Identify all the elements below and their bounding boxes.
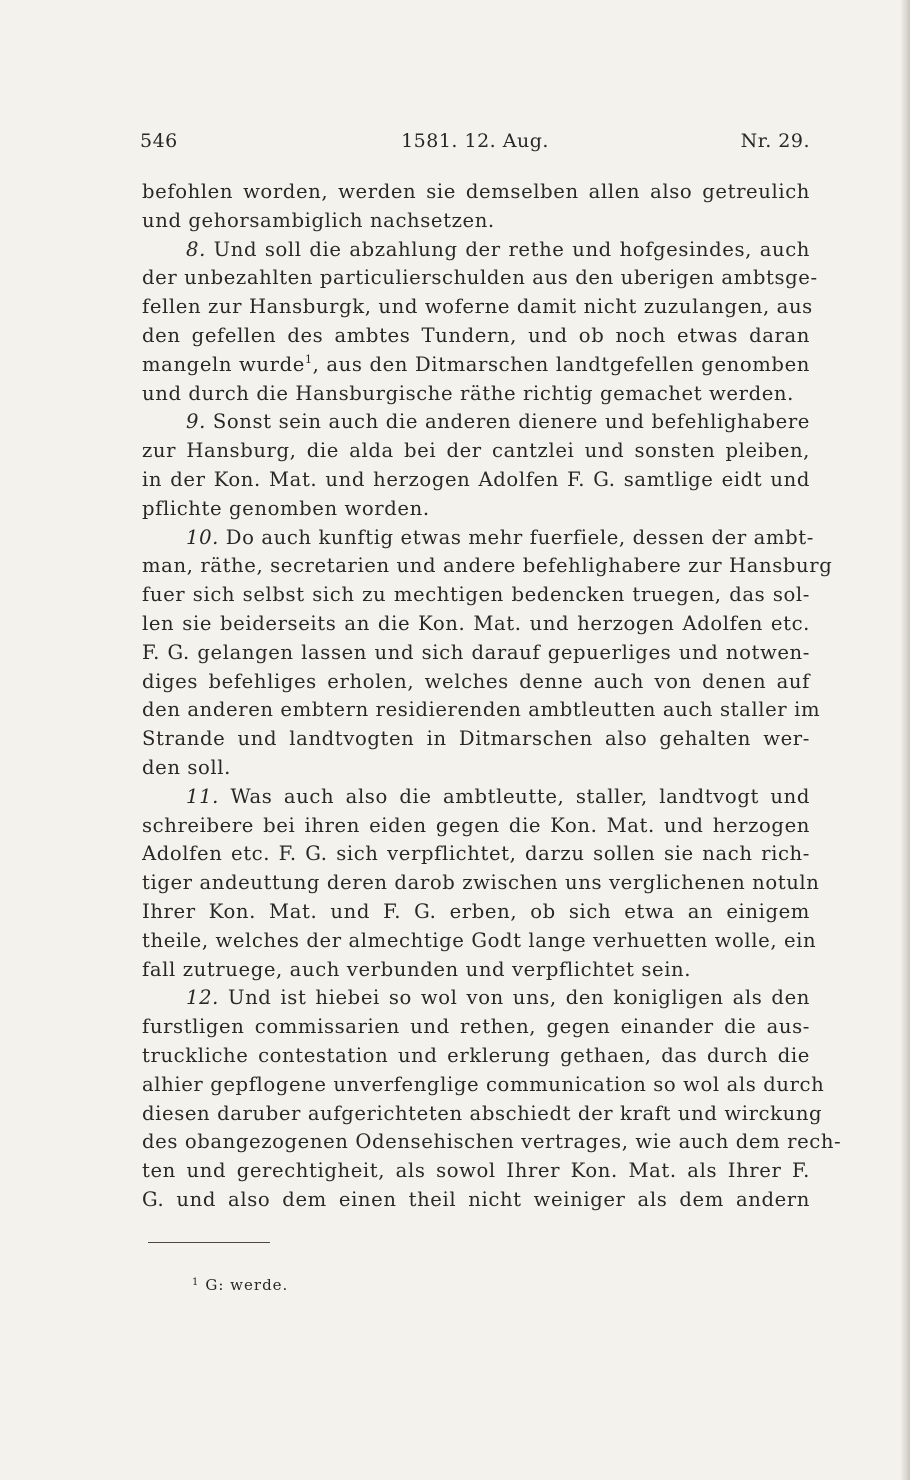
line-text: den soll. — [142, 755, 231, 779]
line-text: truckliche contestation und erklerung gethaen, das durch die — [142, 1043, 810, 1067]
footnote-reference: 1 — [304, 352, 313, 366]
document-number: Nr. 29. — [740, 130, 810, 152]
line-text: fuer sich selbst sich zu mechtigen bedencken truegen, das sol- — [142, 583, 810, 607]
line-text: und durch die Hansburgische räthe richtig gemachet werden. — [142, 381, 794, 405]
line-text: diesen daruber aufgerichteten abschiedt der kraft und wirckung — [142, 1101, 823, 1125]
body-text — [142, 178, 842, 1215]
text-line — [142, 466, 810, 495]
line-text: befohlen worden, werden sie demselben allen also getreulich — [142, 180, 810, 203]
line-text: len sie beiderseits an die Kon. Mat. und herzogen Adolfen etc. — [142, 611, 810, 635]
line-text: und gehorsambiglich nachsetzen. — [142, 208, 495, 232]
text-line — [142, 754, 810, 783]
page-edge-shadow — [900, 0, 910, 1480]
line-text: fall zutruege, auch verbunden und verpflichtet sein. — [142, 957, 692, 981]
footnote-rule — [148, 1242, 270, 1243]
line-text: in der Kon. Mat. und herzogen Adolfen F. G. samtlige eidt und — [142, 467, 810, 491]
text-line — [142, 898, 810, 927]
line-text: Und soll die abzahlung der rethe und hofgesindes, auch — [205, 237, 810, 261]
paragraph-number: 11. — [186, 784, 219, 808]
line-text: G. und also dem einen theil nicht weiniger als dem andern — [142, 1187, 810, 1211]
text-line — [142, 322, 810, 351]
line-text: schreibere bei ihren eiden gegen die Kon. Mat. und herzogen — [142, 813, 810, 837]
line-text: Sonst sein auch die anderen dienere und befehlighabere — [205, 410, 810, 434]
text-line — [142, 783, 810, 812]
line-text: Und ist hiebei so wol von uns, den konigligen als den — [218, 986, 810, 1010]
text-line — [142, 524, 814, 553]
line-text: fellen zur Hansburgk, und woferne damit nicht zuzulangen, aus — [142, 295, 813, 319]
page-number: 546 — [140, 130, 178, 152]
text-line — [142, 408, 810, 437]
text-line — [142, 207, 810, 236]
line-text: Strande und landtvogten in Ditmarschen also gehalten wer- — [142, 727, 810, 751]
paragraph-number: 9. — [186, 410, 206, 434]
line-text: tiger andeuttung deren darob zwischen uns verglichenen notuln — [142, 871, 820, 895]
text-line — [142, 840, 810, 869]
text-line — [142, 581, 810, 610]
line-text: der unbezahlten particulierschulden aus den uberigen ambtsge- — [142, 266, 818, 290]
line-text: diges befehliges erholen, welches denne auch von denen auf — [142, 669, 810, 693]
text-line — [142, 812, 810, 841]
line-text: Was auch also die ambtleutte, staller, landtvogt und — [218, 784, 810, 808]
footnote — [192, 1276, 288, 1294]
text-line — [142, 610, 810, 639]
text-line — [142, 380, 810, 409]
text-line — [142, 264, 818, 293]
text-line — [142, 639, 810, 668]
footnote-marker: 1 — [192, 1277, 200, 1288]
line-text: alhier gepflogene unverfenglige communication so wol als durch — [142, 1072, 825, 1096]
line-text: furstligen commissarien und rethen, gegen einander die aus- — [142, 1015, 810, 1039]
text-line — [142, 293, 813, 322]
text-line — [142, 668, 810, 697]
text-line — [142, 178, 810, 207]
line-text: den anderen embtern residierenden ambtleutten auch staller im — [142, 698, 821, 722]
text-line — [142, 1100, 823, 1129]
text-line — [142, 1186, 810, 1215]
text-line — [142, 552, 833, 581]
paragraph-number: 12. — [186, 986, 219, 1010]
text-line — [142, 1157, 810, 1186]
text-line — [142, 927, 817, 956]
text-line — [142, 984, 810, 1013]
text-line — [142, 1013, 810, 1042]
line-text: F. G. gelangen lassen und sich darauf gepuerliges und notwen- — [142, 640, 810, 664]
text-line — [142, 869, 820, 898]
running-header — [140, 130, 810, 160]
line-text: Adolfen etc. F. G. sich verpflichtet, darzu sollen sie nach rich- — [142, 842, 810, 866]
line-text: den gefellen des ambtes Tundern, und ob noch etwas daran — [142, 323, 810, 347]
footnote-text: G: werde. — [205, 1276, 289, 1294]
line-text: theile, welches der almechtige Godt lange verhuetten wolle, ein — [142, 928, 817, 952]
line-text: mangeln wurde — [142, 352, 305, 376]
text-line — [142, 236, 810, 265]
paragraph-number: 10. — [186, 525, 219, 549]
line-text: man, räthe, secretarien und andere befehlighabere zur Hansburg — [142, 554, 833, 578]
line-text: zur Hansburg, die alda bei der cantzlei und sonsten pleiben, — [142, 439, 810, 463]
paragraph-number: 8. — [186, 237, 206, 261]
text-line — [142, 1128, 842, 1157]
line-text: des obangezogenen Odensehischen vertrages, wie auch dem rech- — [142, 1130, 842, 1154]
text-line — [142, 437, 810, 466]
text-line — [142, 351, 810, 380]
line-text: Ihrer Kon. Mat. und F. G. erben, ob sich etwa an einigem — [142, 899, 810, 923]
text-line — [142, 956, 810, 985]
text-line — [142, 495, 810, 524]
text-line — [142, 725, 810, 754]
header-date: 1581. 12. Aug. — [401, 130, 549, 152]
line-text: ten und gerechtigheit, als sowol Ihrer Kon. Mat. als Ihrer F. — [142, 1159, 810, 1183]
text-line — [142, 1042, 810, 1071]
text-line — [142, 1071, 825, 1100]
text-line — [142, 696, 821, 725]
line-text-continued: , aus den Ditmarschen landtgefellen genomben — [312, 352, 810, 376]
line-text: Do auch kunftig etwas mehr fuerfiele, dessen der ambt- — [218, 525, 814, 549]
line-text: pflichte genomben worden. — [142, 496, 430, 520]
